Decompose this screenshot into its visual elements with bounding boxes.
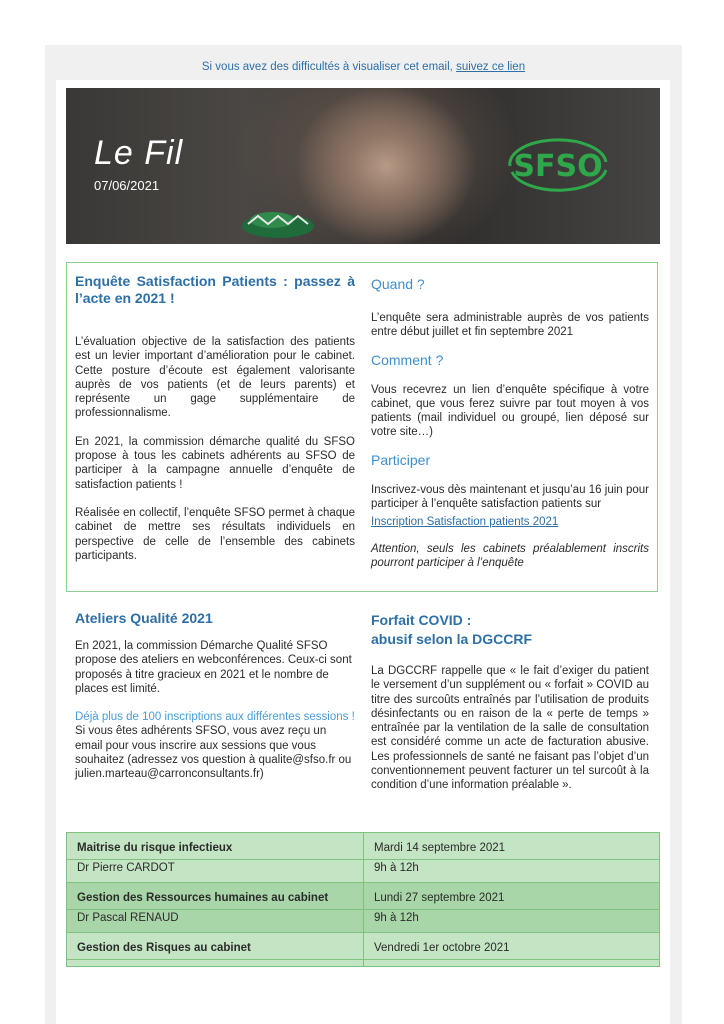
table-row xyxy=(67,860,660,883)
survey-signup-link[interactable]: Inscription Satisfaction patients 2021 xyxy=(371,516,559,529)
ateliers-highlight: Déjà plus de 100 inscriptions aux différentes sessions ! xyxy=(75,711,355,724)
covid-title-line-2: abusif selon la DGCCRF xyxy=(371,631,533,647)
join-heading: Participer xyxy=(371,451,431,468)
covid-text: La DGCCRF rappelle que « le fait d’exiger du patient le versement d’un supplément ou « forfait » COVID au titre des surcoûts entraînés par l’utilisation de produits désinfectants ou en raison de la « perte de temps » entraînée par la ventilation de la salle de consultation est considéré comme un acte de facturation abusive. Les professionnels de santé ne faisant pas l’objet d’un conventionnement peuvent facturer un tel surcoût à la condition d’une information préalable ». xyxy=(371,665,649,792)
table-row xyxy=(67,910,660,933)
covid-title-line-1: Forfait COVID : xyxy=(371,612,472,628)
survey-paragraph-3: Réalisée en collectif, l’enquête SFSO permet à chaque cabinet de mettre ses résultats individuels en perspective de celle de l’ensemble des cabinets participants. xyxy=(75,506,355,562)
session-speaker: Dr Pierre CARDOT xyxy=(67,860,364,883)
newsletter-title: Le Fil xyxy=(94,134,184,172)
session-time xyxy=(364,960,660,967)
toy-crocodile-icon xyxy=(238,200,318,240)
ateliers-article xyxy=(75,610,355,782)
sessions-table xyxy=(66,832,660,967)
survey-paragraph-1: L’évaluation objective de la satisfaction des patients est un levier important d’amélioration pour le cabinet. Cette posture d’écoute est également valorisante auprès de vos patients (et de leurs parents) et représente un gage supplémentaire de professionnalisme. xyxy=(75,336,355,420)
view-online-link[interactable]: suivez ce lien xyxy=(456,61,526,73)
warning-text: Attention, seuls les cabinets préalablement inscrits pourront participer à l’enquête xyxy=(371,542,649,569)
join-text: Inscrivez-vous dès maintenant et jusqu’au 16 juin pour participer à l’enquête satisfaction patients sur xyxy=(371,483,649,511)
how-text: Vous recevrez un lien d’enquête spécifique à votre cabinet, que vous ferez suivre par tout moyen à vos patients (mail individuel ou groupé, lien déposé sur votre site…) xyxy=(371,383,649,439)
session-speaker: Dr Pascal RENAUD xyxy=(67,910,364,933)
session-date: Mardi 14 septembre 2021 xyxy=(364,833,660,860)
view-online-notice: Si vous avez des difficultés à visualiser cet email, suivez ce lien xyxy=(201,61,526,73)
survey-details xyxy=(371,276,649,570)
session-time: 9h à 12h xyxy=(364,910,660,933)
session-topic: Maitrise du risque infectieux xyxy=(67,833,364,860)
header-banner xyxy=(66,88,660,244)
session-topic: Gestion des Risques au cabinet xyxy=(67,933,364,960)
session-date: Lundi 27 septembre 2021 xyxy=(364,883,660,910)
session-topic: Gestion des Ressources humaines au cabinet xyxy=(67,883,364,910)
table-row xyxy=(67,960,660,967)
survey-article xyxy=(75,273,355,563)
newsletter-date: 07/06/2021 xyxy=(94,178,160,193)
when-heading: Quand ? xyxy=(371,276,425,292)
table-row xyxy=(67,883,660,910)
how-heading: Comment ? xyxy=(371,351,444,368)
ateliers-title: Ateliers Qualité 2021 xyxy=(75,610,213,626)
session-speaker xyxy=(67,960,364,967)
when-text: L’enquête sera administrable auprès de vos patients entre début juillet et fin septembre 2021 xyxy=(371,312,649,339)
session-time: 9h à 12h xyxy=(364,860,660,883)
table-row xyxy=(67,933,660,960)
covid-article xyxy=(371,612,649,793)
survey-paragraph-2: En 2021, la commission démarche qualité du SFSO propose à tous les cabinets adhérents au SFSO de participer à la campagne annuelle d’enquête de satisfaction patients ! xyxy=(75,435,355,491)
sfso-logo xyxy=(498,136,618,196)
ateliers-paragraph-2: Déjà plus de 100 inscriptions aux différentes sessions ! Si vous êtes adhérents SFSO, vous avez reçu un email pour vous inscrire aux sessions que vous souhaitez (adressez vos question à qualite@sfso.fr ou julien.marteau@carronconsultants.fr) xyxy=(75,711,355,781)
ateliers-paragraph-1: En 2021, la commission Démarche Qualité SFSO propose des ateliers en webconférences. Ceux-ci sont proposés à titre gracieux en 2021 et le nombre de places est limité. xyxy=(75,640,352,695)
logo-text: SFSO xyxy=(513,149,603,184)
table-row xyxy=(67,833,660,860)
session-date: Vendredi 1er octobre 2021 xyxy=(364,933,660,960)
survey-title: Enquête Satisfaction Patients : passez à l’acte en 2021 ! xyxy=(75,273,355,306)
